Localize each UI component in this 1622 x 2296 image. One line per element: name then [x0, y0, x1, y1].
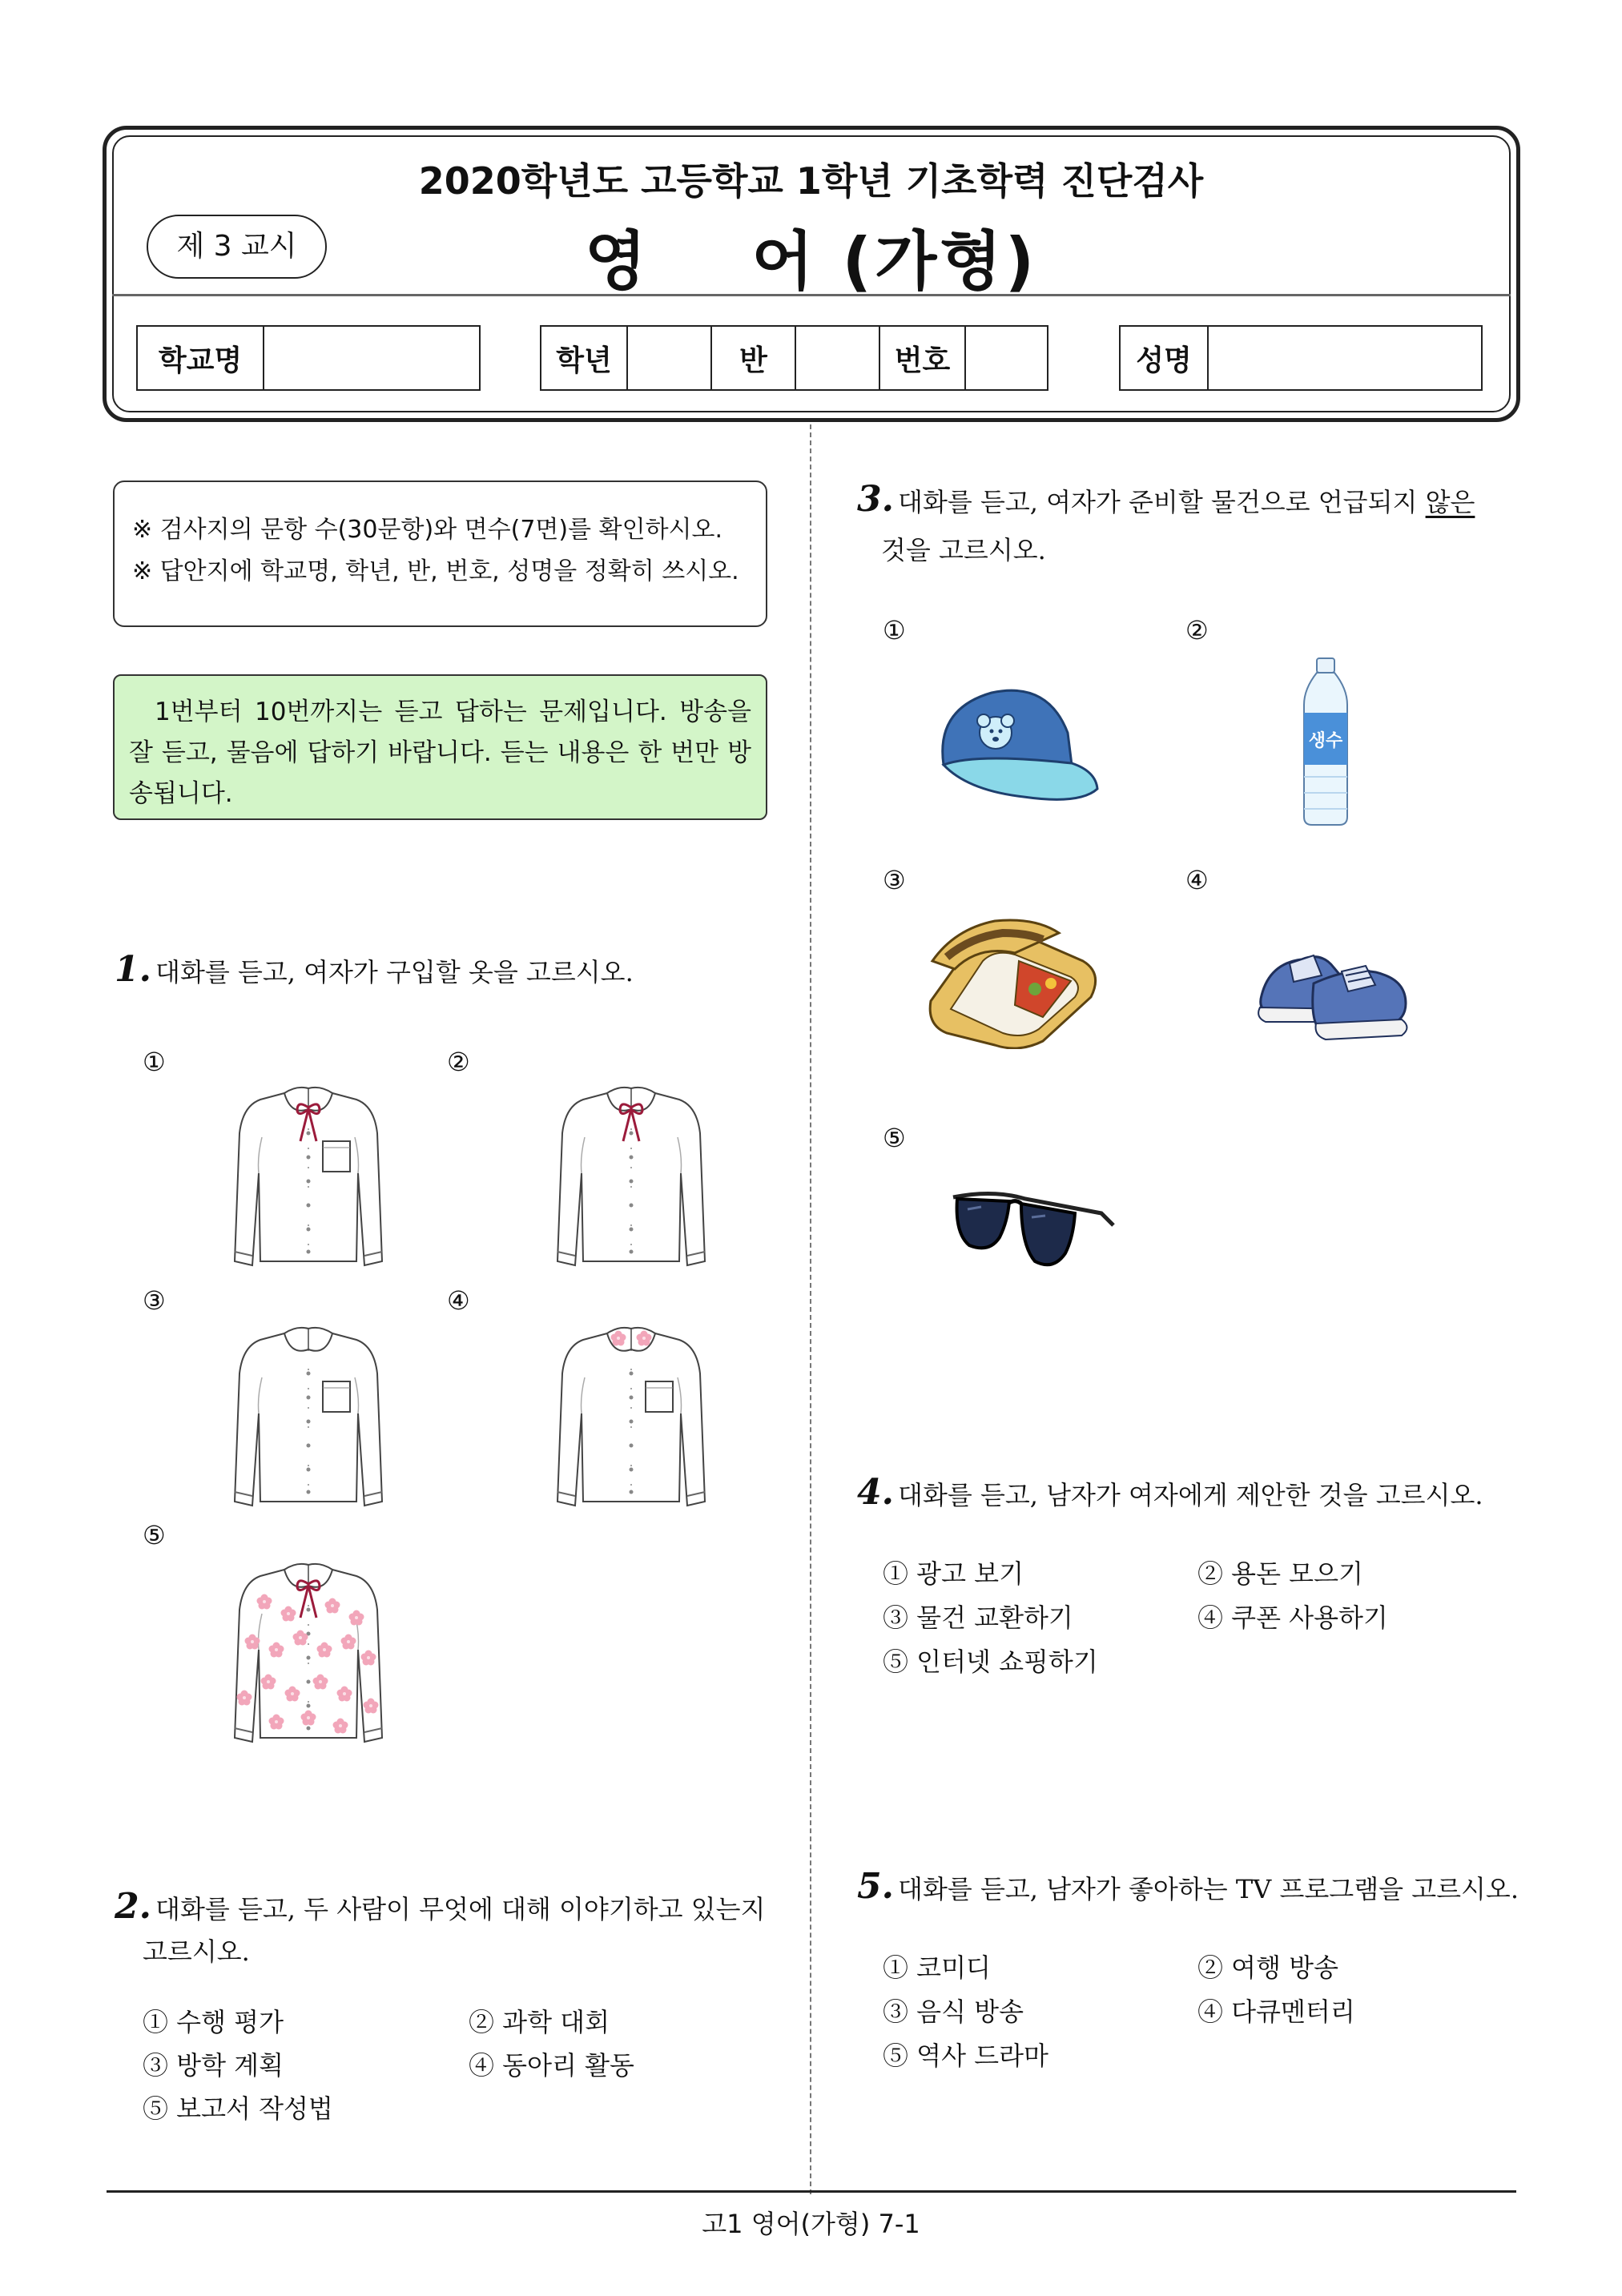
q2-option-2[interactable]: ② 과학 대회 — [469, 2007, 610, 2037]
q4-option-1[interactable]: ① 광고 보기 — [883, 1558, 1024, 1589]
notice-line-1: ※ 검사지의 문항 수(30문항)와 면수(7면)를 확인하시오. — [132, 516, 723, 544]
header-divider — [112, 294, 1511, 296]
q5-number: 5. — [857, 1866, 894, 1907]
number-label: 번호 — [880, 327, 966, 389]
listening-notice-text: 1번부터 10번까지는 듣고 답하는 문제입니다. 방송을 잘 듣고, 물음에 답하기 바랍니다. 듣는 내용은 한 번만 방송됩니다. — [129, 698, 751, 808]
q2-text-line-2: 고르시오. — [143, 1936, 250, 1967]
period-badge: 제 3 교시 — [147, 215, 327, 279]
column-divider — [810, 424, 811, 2194]
number-input[interactable] — [966, 327, 1047, 389]
q3-text-line-2: 것을 고르시오. — [881, 535, 1046, 565]
grade-class-number-field — [540, 325, 1048, 391]
q4-option-5[interactable]: ⑤ 인터넷 쇼핑하기 — [883, 1647, 1098, 1677]
q5-text: 대화를 듣고, 남자가 좋아하는 TV 프로그램을 고르시오. — [898, 1874, 1519, 1904]
school-label: 학교명 — [138, 327, 264, 389]
q5-option-1[interactable]: ① 코미디 — [883, 1952, 991, 1983]
q1-marker-5[interactable]: ⑤ — [143, 1520, 166, 1550]
sneakers-image — [1246, 919, 1418, 1047]
q2-option-3[interactable]: ③ 방학 계획 — [143, 2050, 284, 2081]
exam-notice-box — [113, 481, 767, 627]
name-label: 성명 — [1121, 327, 1209, 389]
q3-marker-5[interactable]: ⑤ — [883, 1123, 906, 1153]
q3-number: 3. — [857, 479, 894, 520]
blouse-ribbon-pocket-image — [228, 1061, 388, 1273]
blouse-floral-print-image — [228, 1538, 388, 1750]
school-input[interactable] — [264, 327, 479, 389]
question-5 — [857, 1866, 1519, 1907]
q1-marker-1[interactable]: ① — [143, 1047, 166, 1077]
school-field — [136, 325, 481, 391]
blouse-ribbon-image — [551, 1061, 711, 1273]
question-1 — [115, 949, 634, 990]
q4-option-3[interactable]: ③ 물건 교환하기 — [883, 1602, 1073, 1633]
footer-divider — [107, 2190, 1516, 2193]
page-footer: 고1 영어(가형) 7-1 — [702, 2209, 920, 2239]
lunch-box-image — [923, 913, 1111, 1049]
blouse-flower-collar-image — [551, 1301, 711, 1514]
q3-text-part-1: 대화를 듣고, 여자가 준비할 물건으로 언급되지 — [898, 487, 1426, 517]
q4-option-2[interactable]: ② 용돈 모으기 — [1197, 1558, 1363, 1589]
question-4 — [857, 1472, 1483, 1513]
subject-title: 영 어 (가형) — [584, 224, 1038, 299]
q1-text: 대화를 듣고, 여자가 구입할 옷을 고르시오. — [155, 957, 634, 987]
q3-marker-3[interactable]: ③ — [883, 865, 906, 895]
class-label: 반 — [712, 327, 796, 389]
blouse-pocket-image — [228, 1301, 388, 1514]
q5-option-3[interactable]: ③ 음식 방송 — [883, 1996, 1024, 2027]
q3-text-underlined: 않은 — [1425, 487, 1475, 517]
grade-label: 학년 — [541, 327, 628, 389]
q4-option-4[interactable]: ④ 쿠폰 사용하기 — [1197, 1602, 1388, 1633]
q1-marker-3[interactable]: ③ — [143, 1285, 166, 1316]
q5-option-5[interactable]: ⑤ 역사 드라마 — [883, 2041, 1048, 2071]
name-input[interactable] — [1209, 327, 1481, 389]
water-bottle-image — [1298, 657, 1354, 829]
question-3 — [857, 479, 1475, 520]
grade-input[interactable] — [628, 327, 712, 389]
q2-number: 2. — [115, 1886, 151, 1927]
q3-marker-1[interactable]: ① — [883, 615, 906, 645]
q1-marker-4[interactable]: ④ — [447, 1285, 470, 1316]
bottle-label: 생수 — [1308, 731, 1343, 751]
q4-text: 대화를 듣고, 남자가 여자에게 제안한 것을 고르시오. — [898, 1480, 1483, 1510]
q4-number: 4. — [857, 1472, 894, 1513]
q1-marker-2[interactable]: ② — [447, 1047, 470, 1077]
q2-option-1[interactable]: ① 수행 평가 — [143, 2007, 284, 2037]
cap-image — [928, 677, 1104, 809]
sunglasses-image — [945, 1181, 1117, 1273]
q2-text-line-1: 대화를 듣고, 두 사람이 무엇에 대해 이야기하고 있는지 — [155, 1894, 766, 1924]
q5-option-4[interactable]: ④ 다큐멘터리 — [1197, 1996, 1355, 2027]
q2-option-4[interactable]: ④ 동아리 활동 — [469, 2050, 634, 2081]
q5-option-2[interactable]: ② 여행 방송 — [1197, 1952, 1338, 1983]
q3-marker-2[interactable]: ② — [1185, 615, 1209, 645]
question-2 — [115, 1886, 765, 1927]
exam-title: 2020학년도 고등학교 1학년 기초학력 진단검사 — [418, 159, 1204, 203]
q1-number: 1. — [115, 949, 151, 990]
notice-line-2: ※ 답안지에 학교명, 학년, 반, 번호, 성명을 정확히 쓰시오. — [132, 557, 739, 585]
listening-notice-box — [113, 674, 767, 820]
class-input[interactable] — [796, 327, 880, 389]
q2-option-5[interactable]: ⑤ 보고서 작성법 — [143, 2093, 333, 2124]
q3-marker-4[interactable]: ④ — [1185, 865, 1209, 895]
name-field — [1119, 325, 1483, 391]
